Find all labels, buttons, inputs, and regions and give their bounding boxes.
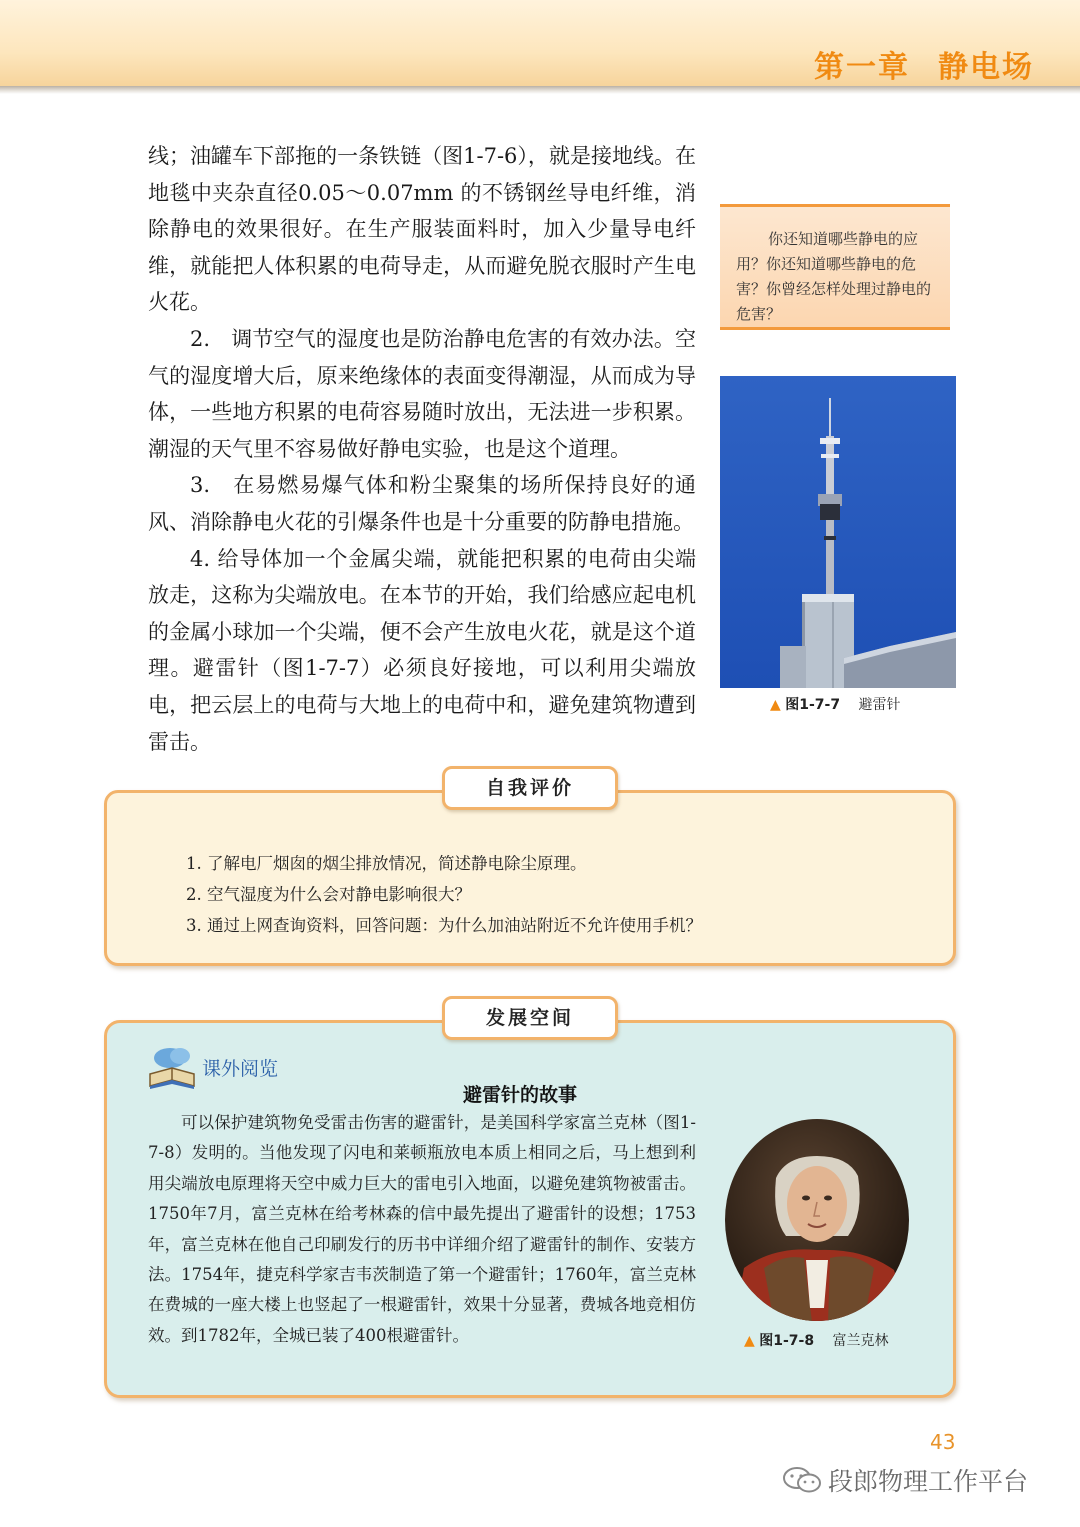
paragraph: 线；油罐车下部拖的一条铁链（图1-7-6），就是接地线。在地毯中夹杂直径0.05～0.07mm 的不锈钢丝导电纤维，消除静电的效果很好。在生产服装面料时，加入少量导电纤维，就能把人体积累的电荷导走，从而避免脱衣服时产生电火花。 <box>148 144 696 315</box>
chapter-name: 静电场 <box>938 50 1034 85</box>
main-text <box>148 138 696 760</box>
paragraph: 4. 给导体加一个金属尖端，就能把积累的电荷由尖端放走，这称为尖端放电。在本节的开始，我们给感应起电机的金属小球加一个尖端，便不会产生放电火花，就是这个道理。避雷针（图1-7-7）必须良好接地，可以利用尖端放电，把云层上的电荷与大地上的电荷中和，避免建筑物遭到雷击。 <box>148 546 696 754</box>
list-item: 3. 通过上网查询资料，回答问题：为什么加油站附近不允许使用手机？ <box>186 916 702 935</box>
triangle-marker-icon: ▲ <box>770 697 781 713</box>
wechat-icon <box>782 1465 822 1501</box>
figure-title: 富兰克林 <box>832 1333 889 1349</box>
header-divider <box>0 86 1080 94</box>
figure-title: 避雷针 <box>858 697 901 713</box>
sidebar-question: 你还知道哪些静电的应用？你还知道哪些静电的危害？你曾经怎样处理过静电的危害？ <box>720 204 950 330</box>
book-icon <box>146 1044 198 1094</box>
figure-caption-tower <box>770 694 901 714</box>
development-title: 发展空间 <box>442 996 618 1040</box>
franklin-portrait <box>724 1118 910 1322</box>
figure-caption-franklin <box>744 1330 889 1350</box>
story-title: 避雷针的故事 <box>462 1084 577 1106</box>
figure-number: 图1-7-7 <box>785 697 841 713</box>
watermark-text: 段郎物理工作平台 <box>828 1467 1029 1496</box>
chapter-title <box>814 42 1034 86</box>
lightning-rod-photo <box>720 376 956 688</box>
triangle-marker-icon: ▲ <box>744 1333 755 1349</box>
list-item: 2. 空气湿度为什么会对静电影响很大？ <box>186 885 471 904</box>
paragraph: 2. 调节空气的湿度也是防治静电危害的有效办法。空气的湿度增大后，原来绝缘体的表面变得潮湿，从而成为导体，一些地方积累的电荷容易随时放出，无法进一步积累。潮湿的天气里不容易做好静电实验，也是这个道理。 <box>148 326 696 461</box>
self-evaluation-title: 自我评价 <box>442 766 618 810</box>
watermark <box>782 1462 1028 1501</box>
page-number: 43 <box>930 1430 956 1454</box>
list-item: 1. 了解电厂烟囱的烟尘排放情况，简述静电除尘原理。 <box>186 854 587 873</box>
reading-label: 课外阅览 <box>202 1058 279 1080</box>
story-text <box>148 1108 696 1351</box>
story-paragraph: 可以保护建筑物免受雷击伤害的避雷针，是美国科学家富兰克林（图1-7-8）发明的。当他发现了闪电和莱顿瓶放电本质上相同之后，马上想到利用尖端放电原理将天空中威力巨大的雷电引入地面，以避免建筑物被雷击。1750年7月，富兰克林在给考林森的信中最先提出了避雷针的设想；1753年，富兰克林在他自己印刷发行的历书中详细介绍了避雷针的制作、安装方法。1754年，捷克科学家吉韦茨制造了第一个避雷针；1760年，富兰克林在费城的一座大楼上也竖起了一根避雷针，效果十分显著，费城各地竞相仿效。到1782年，全城已装了400根避雷针。 <box>148 1113 696 1345</box>
self-evaluation-list <box>186 848 906 941</box>
chapter-number: 第一章 <box>814 50 910 85</box>
paragraph: 3. 在易燃易爆气体和粉尘聚集的场所保持良好的通风、消除静电火花的引爆条件也是十分重要的防静电措施。 <box>148 473 696 534</box>
figure-number: 图1-7-8 <box>759 1333 815 1349</box>
